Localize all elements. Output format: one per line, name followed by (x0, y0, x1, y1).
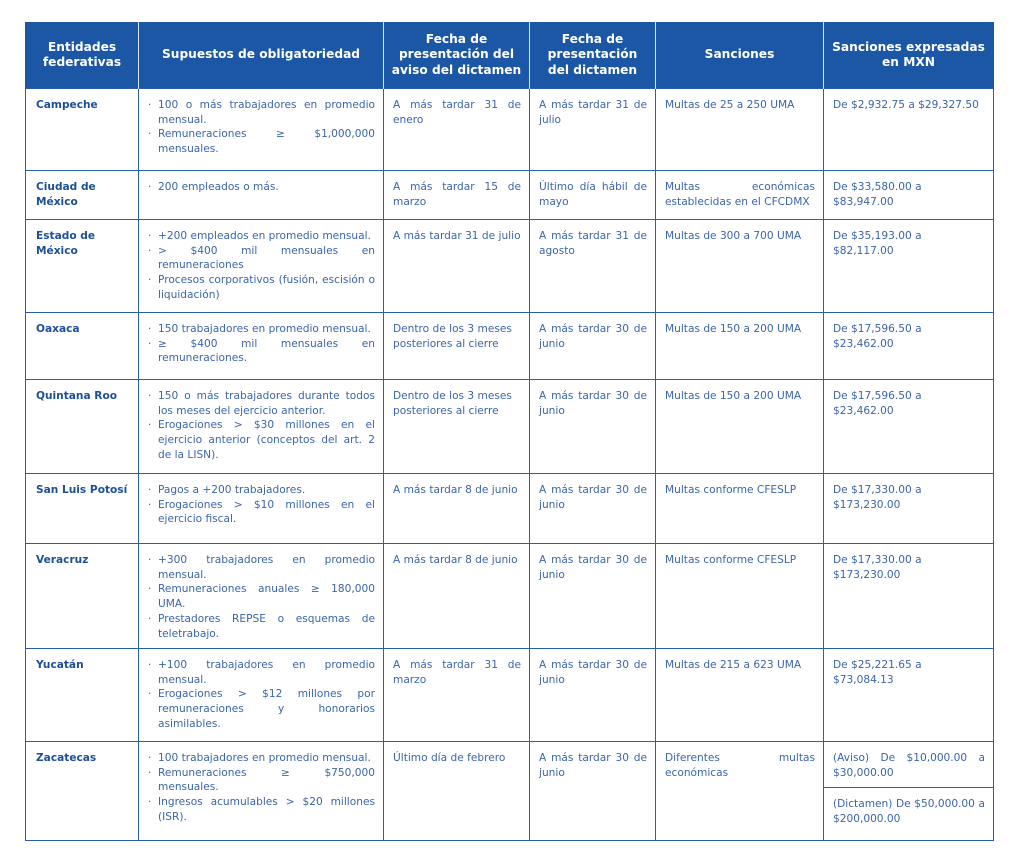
notice-date: A más tardar 31 de enero (384, 89, 530, 171)
requirement-item: · Erogaciones > $12 millones por remuneraciones y honorarios asimilables. (148, 687, 375, 731)
report-date: A más tardar 30 de junio (530, 313, 656, 380)
header-row (26, 22, 994, 89)
requirements-cell (139, 474, 384, 544)
sanctions: Multas conforme CFESLP (656, 544, 824, 649)
sanctions-mxn: De $2,932.75 a $29,327.50 (824, 89, 994, 171)
requirement-item: · 150 o más trabajadores durante todos los meses del ejercicio anterior. (148, 389, 375, 418)
header-sanctions-mxn: Sanciones expresadas en MXN (824, 22, 994, 89)
sanctions-mxn: De $17,330.00 a $173,230.00 (824, 544, 994, 649)
state-name: Zacatecas (26, 742, 139, 841)
state-name: San Luis Potosí (26, 474, 139, 544)
sanctions-mxn: De $17,330.00 a $173,230.00 (824, 474, 994, 544)
sanctions-mxn: De $17,596.50 a $23,462.00 (824, 380, 994, 474)
report-date: A más tardar 30 de junio (530, 649, 656, 742)
state-name: Veracruz (26, 544, 139, 649)
table-row (26, 544, 994, 649)
report-date: A más tardar 31 de julio (530, 89, 656, 171)
table-row (26, 171, 994, 220)
sanctions: Multas de 150 a 200 UMA (656, 313, 824, 380)
sanctions-mxn: De $33,580.00 a $83,947.00 (824, 171, 994, 220)
sanctions: Multas de 215 a 623 UMA (656, 649, 824, 742)
sanctions-mxn-report: (Dictamen) De $50,000.00 a $200,000.00 (824, 787, 993, 840)
notice-date: A más tardar 31 de marzo (384, 649, 530, 742)
state-name: Campeche (26, 89, 139, 171)
notice-date: Dentro de los 3 meses posteriores al cierre (384, 380, 530, 474)
requirements-cell (139, 544, 384, 649)
requirement-item: · +200 empleados en promedio mensual. (148, 229, 375, 244)
requirement-item: · 100 o más trabajadores en promedio mensual. (148, 98, 375, 127)
header-notice-date: Fecha de presentación del aviso del dictamen (384, 22, 530, 89)
sanctions: Multas de 150 a 200 UMA (656, 380, 824, 474)
notice-date: Último día de febrero (384, 742, 530, 841)
notice-date: A más tardar 15 de marzo (384, 171, 530, 220)
report-date: A más tardar 31 de agosto (530, 220, 656, 313)
sanctions: Multas de 300 a 700 UMA (656, 220, 824, 313)
header-sanctions: Sanciones (656, 22, 824, 89)
notice-date: A más tardar 8 de junio (384, 544, 530, 649)
requirements-cell (139, 649, 384, 742)
state-name: Yucatán (26, 649, 139, 742)
sanctions: Multas económicas establecidas en el CFCDMX (656, 171, 824, 220)
requirement-item: · 200 empleados o más. (148, 180, 375, 195)
report-date: A más tardar 30 de junio (530, 544, 656, 649)
requirement-item: · > $400 mil mensuales en remuneraciones (148, 244, 375, 273)
table-row (26, 220, 994, 313)
requirement-item: · Procesos corporativos (fusión, escisión o liquidación) (148, 273, 375, 302)
notice-date: Dentro de los 3 meses posteriores al cierre (384, 313, 530, 380)
table-row (26, 742, 994, 841)
table-row (26, 649, 994, 742)
requirement-item: · +100 trabajadores en promedio mensual. (148, 658, 375, 687)
sanctions-mxn-notice: (Aviso) De $10,000.00 a $30,000.00 (833, 752, 985, 779)
requirement-item: · Remuneraciones anuales ≥ 180,000 UMA. (148, 582, 375, 611)
requirements-cell (139, 220, 384, 313)
state-name: Oaxaca (26, 313, 139, 380)
sanctions-mxn (824, 742, 994, 841)
state-name: Ciudad de México (26, 171, 139, 220)
requirements-cell (139, 89, 384, 171)
header-requirements: Supuestos de obligatoriedad (139, 22, 384, 89)
sanctions: Diferentes multas económicas (656, 742, 824, 841)
sanctions-mxn: De $25,221.65 a $73,084.13 (824, 649, 994, 742)
table-row (26, 474, 994, 544)
report-date: A más tardar 30 de junio (530, 380, 656, 474)
requirement-item: · +300 trabajadores en promedio mensual. (148, 553, 375, 582)
sanctions-mxn: De $17,596.50 a $23,462.00 (824, 313, 994, 380)
header-states: Entidades federativas (26, 22, 139, 89)
table-row (26, 313, 994, 380)
sanctions-mxn: De $35,193.00 a $82,117.00 (824, 220, 994, 313)
requirement-item: · Erogaciones > $30 millones en el ejercicio anterior (conceptos del art. 2 de la LISN). (148, 418, 375, 462)
requirement-item: · Ingresos acumulables > $20 millones (ISR). (148, 795, 375, 824)
requirement-item: · Remuneraciones ≥ $1,000,000 mensuales. (148, 127, 375, 156)
requirement-item: · Erogaciones > $10 millones en el ejercicio fiscal. (148, 498, 375, 527)
notice-date: A más tardar 8 de junio (384, 474, 530, 544)
requirements-cell (139, 742, 384, 841)
report-date: A más tardar 30 de junio (530, 742, 656, 841)
notice-date: A más tardar 31 de julio (384, 220, 530, 313)
sanctions: Multas conforme CFESLP (656, 474, 824, 544)
state-name: Quintana Roo (26, 380, 139, 474)
requirements-cell (139, 313, 384, 380)
requirements-cell (139, 171, 384, 220)
requirement-item: · Remuneraciones ≥ $750,000 mensuales. (148, 766, 375, 795)
requirement-item: · ≥ $400 mil mensuales en remuneraciones. (148, 337, 375, 366)
report-date: Último día hábil de mayo (530, 171, 656, 220)
sanctions: Multas de 25 a 250 UMA (656, 89, 824, 171)
report-date: A más tardar 30 de junio (530, 474, 656, 544)
requirement-item: · 100 trabajadores en promedio mensual. (148, 751, 375, 766)
state-audit-obligations-table (25, 22, 994, 841)
table-row (26, 380, 994, 474)
requirement-item: · Prestadores REPSE o esquemas de teletrabajo. (148, 612, 375, 641)
requirements-cell (139, 380, 384, 474)
table-row (26, 89, 994, 171)
requirement-item: · 150 trabajadores en promedio mensual. (148, 322, 375, 337)
state-name: Estado de México (26, 220, 139, 313)
header-report-date: Fecha de presentación del dictamen (530, 22, 656, 89)
requirement-item: · Pagos a +200 trabajadores. (148, 483, 375, 498)
